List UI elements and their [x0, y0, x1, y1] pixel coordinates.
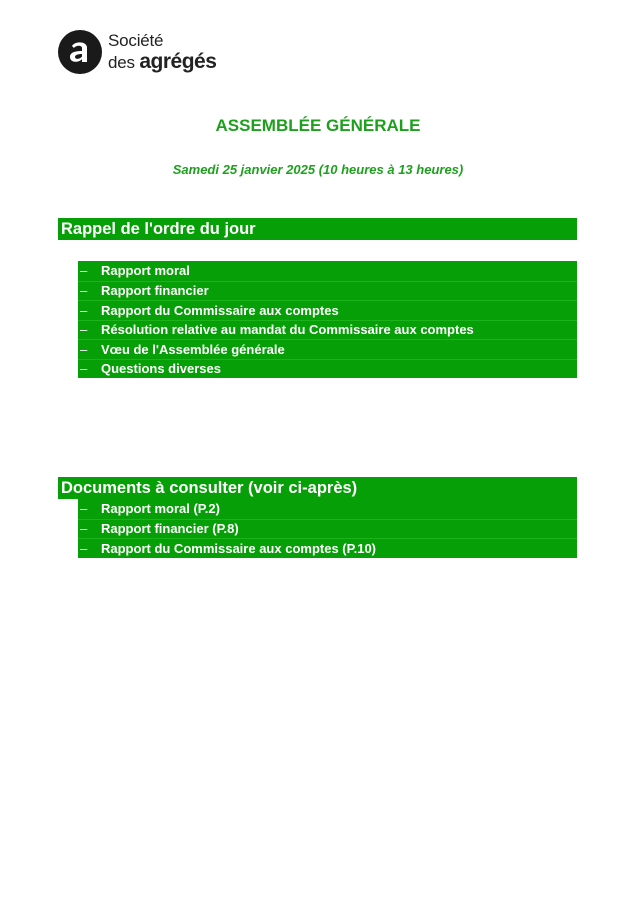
dash-bullet-icon: – [80, 540, 88, 556]
list-item-label: Questions diverses [101, 361, 221, 376]
list-item-label: Résolution relative au mandat du Commissaire aux comptes [101, 322, 474, 337]
list-item [78, 359, 577, 379]
list-item-label: Rapport du Commissaire aux comptes (P.10) [101, 540, 377, 556]
list-item [78, 499, 577, 519]
logo-line-agreges [108, 51, 216, 72]
dash-bullet-icon: – [80, 302, 88, 318]
list-item [78, 519, 577, 539]
list-item [78, 281, 577, 301]
list-item [78, 339, 577, 359]
list-item-label: Rapport moral (P.2) [101, 501, 220, 516]
meeting-date: Samedi 25 janvier 2025 (10 heures à 13 heures) [172, 162, 464, 177]
list-item [78, 320, 577, 340]
list-item-label: Rapport financier (P.8) [101, 521, 239, 536]
dash-bullet-icon: – [80, 501, 88, 516]
logo [58, 28, 216, 76]
logo-mark-icon [58, 30, 102, 74]
list-item-label: Rapport financier [101, 283, 209, 298]
documents-list [78, 499, 577, 558]
dash-bullet-icon: – [80, 263, 88, 278]
page-title: ASSEMBLÉE GÉNÉRALE [215, 116, 421, 135]
list-item-label: Rapport moral [101, 263, 190, 278]
documents-heading: Documents à consulter (voir ci-après) [58, 477, 577, 499]
dash-bullet-icon: – [80, 361, 88, 376]
agenda-list [78, 261, 577, 378]
logo-des: des [108, 53, 140, 72]
dash-bullet-icon: – [80, 521, 88, 536]
list-item [78, 261, 577, 281]
dash-bullet-icon: – [80, 341, 88, 357]
list-item [78, 300, 577, 320]
dash-bullet-icon: – [80, 283, 88, 298]
agenda-heading: Rappel de l'ordre du jour [58, 218, 577, 240]
logo-agreges: agrégés [139, 50, 217, 73]
list-item [78, 538, 577, 558]
dash-bullet-icon: – [80, 322, 88, 337]
list-item-label: Rapport du Commissaire aux comptes [101, 302, 339, 318]
list-item-label: Vœu de l'Assemblée générale [101, 341, 285, 357]
logo-text [108, 32, 216, 72]
logo-line-societe: Société [108, 31, 164, 50]
